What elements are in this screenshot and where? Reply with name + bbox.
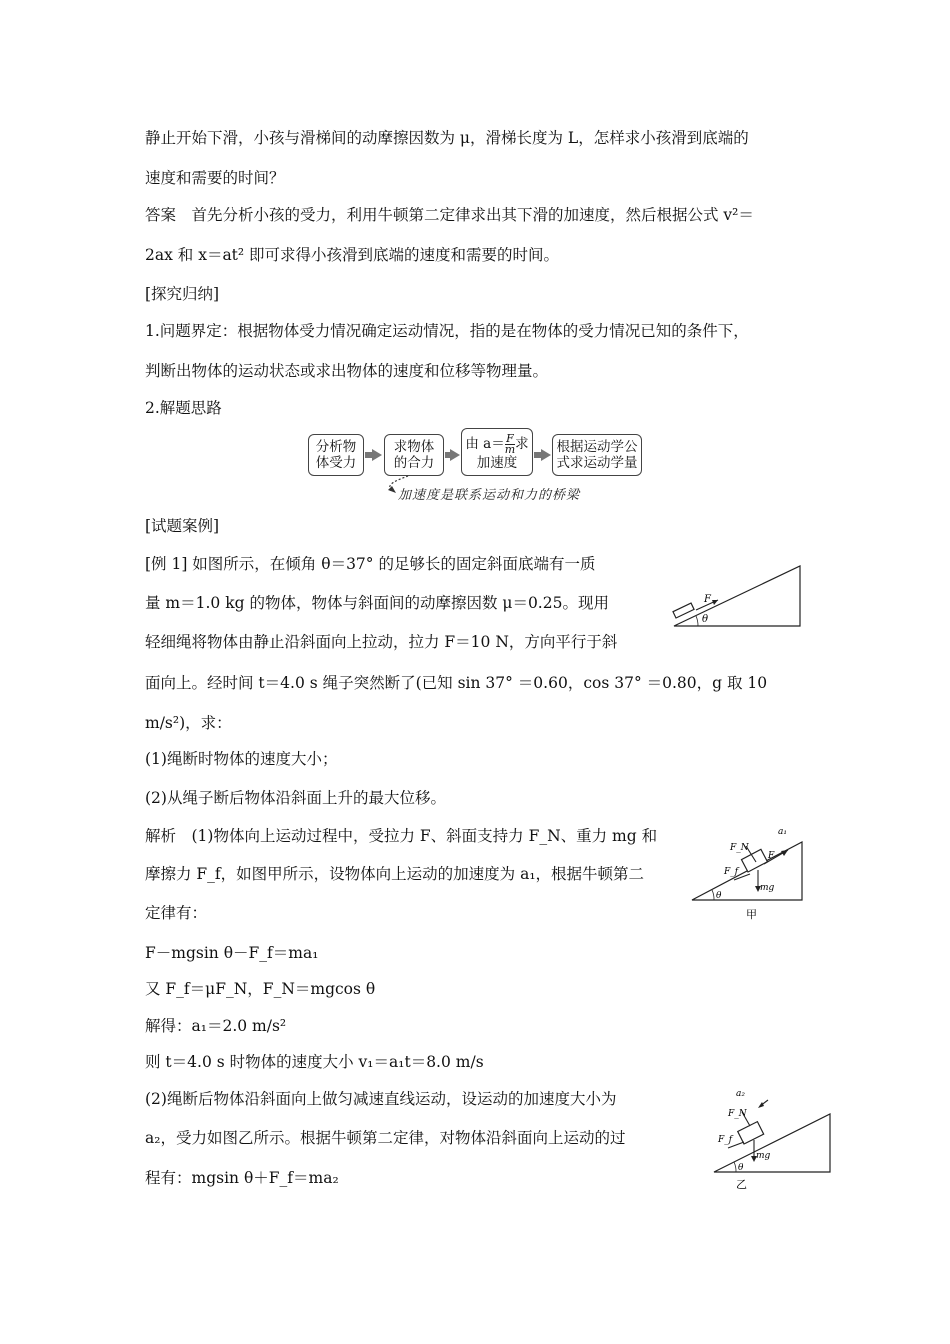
text-line: a₂，受力如图乙所示。根据牛顿第二定律，对物体沿斜面向上运动的过 — [145, 1129, 626, 1147]
answer-line: 答案 首先分析小孩的受力，利用牛顿第二定律求出其下滑的加速度，然后根据公式 v²＝ — [145, 206, 754, 224]
figure-caption: 甲 — [746, 908, 757, 921]
flow-box-text: 加速度 — [476, 454, 518, 471]
flow-formula-line — [465, 431, 529, 456]
figure-caption: 乙 — [736, 1178, 747, 1190]
fraction — [504, 431, 516, 456]
text-line: 轻细绳将物体由静止沿斜面向上拉动，拉力 F＝10 N，方向平行于斜 — [145, 633, 618, 651]
pull-force-label: F — [768, 851, 775, 861]
text-line: 判断出物体的运动状态或求出物体的速度和位移等物理量。 — [145, 362, 549, 380]
section-heading: [试题案例] — [145, 517, 220, 535]
text-line: (2)绳断后物体沿斜面向上做匀减速直线运动，设运动的加速度大小为 — [145, 1090, 617, 1108]
flow-box-text: 分析物 — [315, 439, 357, 455]
flow-box-acceleration — [461, 428, 533, 476]
flow-box-text: 的合力 — [393, 455, 435, 471]
text-line: 速度和需要的时间？ — [145, 169, 285, 187]
fraction-denominator: m — [504, 442, 516, 456]
formula-prefix: 由 a＝ — [465, 435, 505, 452]
angle-label: θ — [702, 614, 709, 625]
text-line: 面向上。经时间 t＝4.0 s 绳子突然断了(已知 sin 37° ＝0.60，cos 37° ＝0.80，g 取 10 — [145, 674, 768, 692]
text-line: (2)从绳子断后物体沿斜面上升的最大位移。 — [145, 789, 446, 807]
fraction-numerator: F — [506, 431, 514, 445]
flow-box-kinematics — [552, 434, 642, 476]
equation-line: 则 t＝4.0 s 时物体的速度大小 v₁＝a₁t＝8.0 m/s — [145, 1053, 484, 1071]
flow-box-text: 根据运动学公 — [556, 439, 638, 455]
friction-label: F_f — [724, 867, 739, 877]
force-label: F — [704, 594, 711, 605]
flow-box-net-force — [384, 434, 444, 476]
text-line: [例 1] 如图所示，在倾角 θ＝37° 的足够长的固定斜面底端有一质 — [145, 555, 596, 573]
text-line: 静止开始下滑，小孩与滑梯间的动摩擦因数为 μ，滑梯长度为 L，怎样求小孩滑到底端的 — [145, 129, 749, 147]
normal-force-label: F_N — [730, 843, 749, 853]
free-body-figure-yi — [710, 1086, 836, 1190]
text-line: 定律有： — [145, 904, 208, 922]
text-line: 2ax 和 x＝at² 即可求得小孩滑到底端的速度和需要的时间。 — [145, 246, 560, 264]
accel-label: a₁ — [778, 827, 787, 837]
text-line: 摩擦力 F_f，如图甲所示，设物体向上运动的加速度为 a₁，根据牛顿第二 — [145, 865, 645, 883]
flow-box-force-analysis — [308, 434, 364, 476]
text-line: 1.问题界定：根据物体受力情况确定运动情况，指的是在物体的受力情况已知的条件下， — [145, 322, 749, 340]
angle-arc — [696, 616, 698, 626]
incline-figure-example — [670, 564, 805, 630]
angle-arc — [712, 890, 714, 900]
formula-suffix: 求 — [515, 435, 529, 452]
accel-label: a₂ — [736, 1089, 745, 1099]
flow-box-text: 式求运动学量 — [556, 455, 638, 471]
flow-box-text: 求物体 — [393, 439, 435, 455]
flow-box-text: 体受力 — [315, 455, 357, 471]
analysis-line: 解析 (1)物体向上运动过程中，受拉力 F、斜面支持力 F_N、重力 mg 和 — [145, 827, 658, 845]
equation-line: 解得：a₁＝2.0 m/s² — [145, 1017, 287, 1035]
section-heading: [探究归纳] — [145, 285, 220, 303]
angle-label: θ — [738, 1163, 744, 1173]
flow-arrow-head — [450, 449, 460, 461]
weight-label: mg — [760, 883, 775, 893]
friction-label: F_f — [718, 1135, 733, 1145]
text-line: m/s²)，求： — [145, 714, 232, 732]
angle-label: θ — [716, 891, 722, 901]
angle-arc — [734, 1162, 736, 1172]
free-body-figure-jia — [688, 818, 808, 922]
text-line: (1)绳断时物体的速度大小； — [145, 750, 338, 768]
flow-arrow-head — [541, 449, 551, 461]
text-line: 2.解题思路 — [145, 399, 222, 417]
flow-arrow-head — [372, 449, 382, 461]
flow-note: 加速度是联系运动和力的桥梁 — [398, 488, 581, 503]
equation-line: 又 F_f＝μF_N，F_N＝mgcos θ — [145, 980, 376, 998]
incline-triangle — [674, 566, 800, 626]
block — [738, 1122, 764, 1144]
weight-label: mg — [756, 1151, 771, 1161]
text-line: 量 m＝1.0 kg 的物体，物体与斜面间的动摩擦因数 μ＝0.25。现用 — [145, 594, 609, 612]
solution-flowchart — [308, 428, 644, 506]
block — [673, 603, 694, 618]
equation-line: F－mgsin θ－F_f＝ma₁ — [145, 944, 319, 962]
accel-arrow-head — [758, 1102, 764, 1108]
normal-force-label: F_N — [728, 1109, 747, 1119]
equation-line: 程有：mgsin θ＋F_f＝ma₂ — [145, 1169, 339, 1187]
